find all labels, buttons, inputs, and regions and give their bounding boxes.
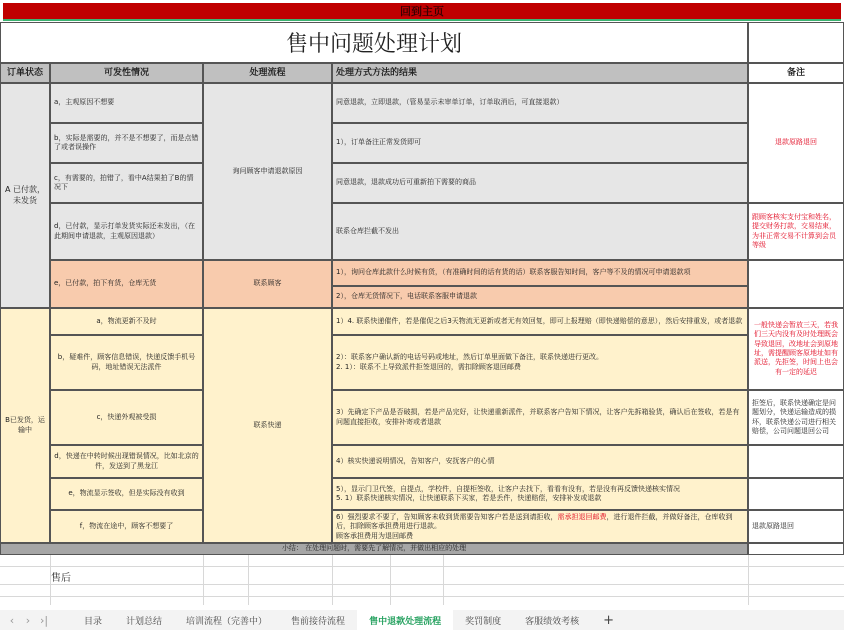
- add-sheet-icon[interactable]: +: [603, 612, 615, 628]
- case-b-e: e，物流显示签收，但是实际没有收到: [50, 478, 203, 510]
- tab-training[interactable]: 培训流程（完善中）: [186, 616, 268, 627]
- header-result: 处理方式方法的结果: [332, 63, 748, 83]
- result-text: 5. 1）联系快递核实情况，让快递联系下买家，若是丢件，快递赔偿，安排补发或退款: [336, 494, 602, 502]
- tab-contents[interactable]: 目录: [84, 616, 103, 627]
- case-a-b: b，实际是需要的，并不是不想要了，而是点错了或者误操作: [50, 123, 203, 163]
- case-b-b: b，疑难件，顾客信息错误，快递反馈手机号码，地址错误无法派件: [50, 335, 203, 390]
- remark-b-5: 退款原路退回: [748, 510, 844, 543]
- result-b-5: [332, 478, 748, 510]
- result-a-3: 同意退款，退款成功后可重新拍下需要的商品: [332, 163, 748, 203]
- cell-empty: [748, 543, 844, 555]
- result-text: ，进行退件拦截，并做好备注，仓库收到后，扣除顾客承担费用进行退款。: [336, 513, 733, 531]
- result-a-1: 同意退款，立即退款，（管易显示未审单订单，订单取消后，可直接退款）: [332, 83, 748, 123]
- result-text-highlight: 需承担退回邮费: [557, 513, 607, 521]
- result-b-2: [332, 335, 748, 390]
- remark-a-1: 退款原路退回: [748, 83, 844, 203]
- result-b-6: [332, 510, 748, 543]
- result-text: 顾客承担费用为退回邮费: [336, 531, 413, 540]
- result-b-4: [332, 445, 748, 478]
- case-a-d: d，已付款，显示打单发货实际还未发出，（在此期间申请退款，主观原因退款）: [50, 203, 203, 260]
- sheet-tab-bar: [0, 610, 844, 630]
- remark-b-3: [748, 445, 844, 478]
- result-text: 5），显示门卫代签，自提点，学校件，自提柜签收，让客户去找下，看看有没有，若是没有再反馈快递核实情况: [336, 484, 680, 493]
- result-b-3: [332, 390, 748, 445]
- process-a-1: 询问顾客申请退款原因: [203, 83, 332, 260]
- after-sale-label: 售后: [51, 573, 71, 584]
- process-b: 联系快递: [203, 308, 332, 543]
- tab-plan-summary[interactable]: 计划总结: [126, 616, 163, 627]
- prev-sheet-icon[interactable]: ‹: [9, 613, 15, 627]
- summary-row: 小结： 在处理问题时，需要先了解情况，并做出相应的处理: [0, 543, 748, 555]
- case-b-a: a，物流更新不及时: [50, 308, 203, 335]
- tab-rewards[interactable]: 奖罚制度: [465, 616, 502, 627]
- remark-a-2: 跟顾客核实支付宝和姓名，提交财务打款，交易结束，为非正常交易不计算到会员等级: [748, 203, 844, 260]
- case-a-c: c，有需要的，拍错了，看中A结果拍了B的情况下: [50, 163, 203, 203]
- result-text: 2. 1）：联系不上导致派件拒签退回的，需扣除顾客退回邮费: [336, 362, 521, 371]
- case-b-f: f，物流在途中，顾客不想要了: [50, 510, 203, 543]
- page-title: 售中问题处理计划: [0, 22, 748, 63]
- remark-b-2: 拒签后，联系快递确定是问题划分，快递运输造成的损坏，联系快递公司进行相关赔偿，公司问题退回公司: [748, 390, 844, 445]
- next-sheet-icon[interactable]: ›: [25, 613, 31, 627]
- header-situation: 可发性情况: [50, 63, 203, 83]
- remark-b-1: 一般快递会暂放三天，若我们三天内没有及时处理既会导致退回，改地址会到原地址，需提醒顾客原地址如有派送，先拒签，时间上也会有一定的延迟: [748, 308, 844, 390]
- result-text: 3）先确定下产品是否破损，若是产品完好，让快递重新派件，并联系客户告知下情况，让客户先拆箱验货，确认后在签收，若是有问题直接拒收，安排补寄或者退款: [336, 408, 740, 426]
- result-text: 6）强烈要求不要了，告知顾客未收到货需要告知客户若是送到请拒收，: [336, 513, 558, 521]
- result-text: 2）：联系客户确认新的电话号码或地址，然后订单里面做下备注，联系快递进行更改。: [336, 353, 603, 362]
- result-b-1: [332, 308, 748, 335]
- result-text: 1）4. 联系快递催件，若是催促之后3天物流无更新或者无有效回复，即可上报理赔（即快递赔偿的意思），然后安排重发，或者退款: [336, 316, 743, 325]
- status-b: B已发货，运输中: [0, 308, 50, 543]
- case-b-d: d，快递在中转时候出现错误情况，比如北京的件，发送到了黑龙江: [50, 445, 203, 478]
- tab-performance[interactable]: 客服绩效考核: [525, 616, 580, 627]
- remark-a-3: [748, 260, 844, 308]
- header-order-status: 订单状态: [0, 63, 50, 83]
- case-a-e: e，已付款，拍下有货，仓库无货: [50, 260, 203, 308]
- tab-refund-process[interactable]: 售中退款处理流程: [357, 610, 453, 630]
- case-b-c: c，快递外观被受损: [50, 390, 203, 445]
- cell-empty: [748, 22, 844, 63]
- result-a-6: 2），仓库无货情况下，电话联系客服申请退款: [332, 286, 748, 308]
- result-a-4: 联系仓库拦截不发出: [332, 203, 748, 260]
- case-a-a: a，主观原因不想要: [50, 83, 203, 123]
- remark-b-4: [748, 478, 844, 510]
- tab-presale[interactable]: 售前接待流程: [291, 616, 346, 627]
- result-a-5: 1），询问仓库此款什么时候有货，（有准确时间的话有货的话）联系客服告知时间，客户等不及的情况可申请退款项: [332, 260, 748, 286]
- process-a-2: 联系顾客: [203, 260, 332, 308]
- status-a: A 已付款，未发货: [0, 83, 50, 308]
- last-sheet-icon[interactable]: ›|: [39, 613, 49, 627]
- result-a-2: 1），订单备注正常发货即可: [332, 123, 748, 163]
- result-text: 4）核实快递说明情况，告知客户，安抚客户的心情: [336, 456, 495, 465]
- header-process: 处理流程: [203, 63, 332, 83]
- home-link-button[interactable]: 回到主页: [3, 3, 841, 21]
- header-remarks: 备注: [748, 63, 844, 83]
